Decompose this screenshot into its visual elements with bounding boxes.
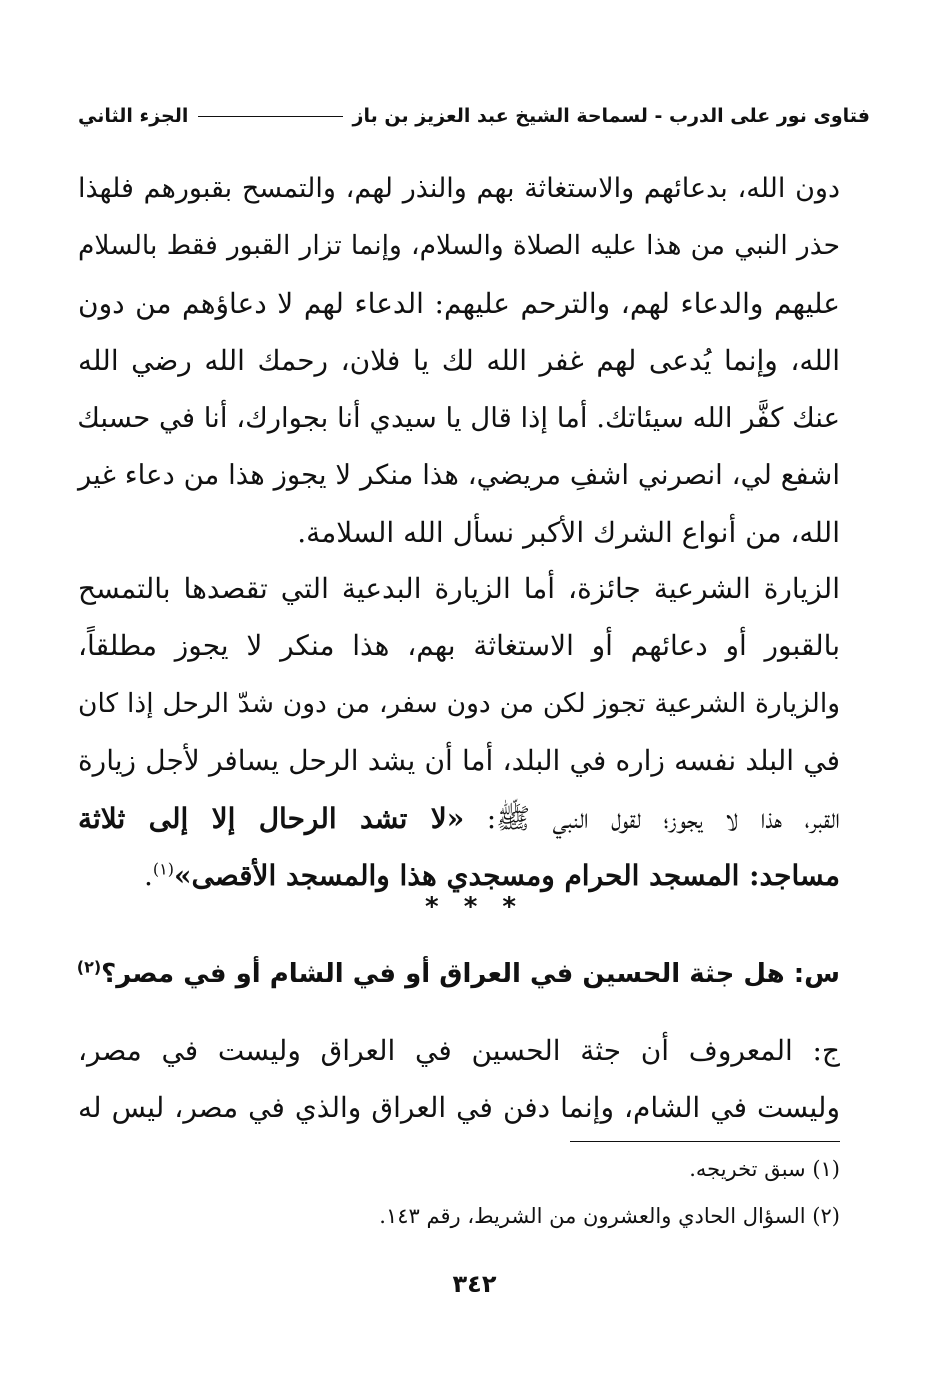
sentence-end: . — [144, 858, 153, 892]
text-line: حذر النبي من هذا عليه الصلاة والسلام، وإنما تزار القبور فقط بالسلام — [78, 230, 840, 262]
page-number: ٣٤٢ — [452, 1270, 497, 1298]
hadith-quote-start: «لا تشد الرحال إلا إلى ثلاثة — [78, 801, 465, 835]
answer-paragraph — [78, 1022, 840, 1137]
text-line: بالقبور أو دعائهم أو الاستغاثة بهم، هذا منكر لا يجوز مطلقاً، — [78, 629, 840, 663]
hadith-intro: القبر، هذا لا يجوز؛ لقول النبي ﷺ: — [464, 801, 840, 835]
footnote-2: (٢) السؤال الحادي والعشرون من الشريط، رقم ١٤٣. — [379, 1204, 840, 1228]
footnote-1: (١) سبق تخريجه. — [689, 1157, 840, 1181]
text-line: وليست في الشام، وإنما دفن في العراق والذي في مصر، ليس له — [78, 1091, 840, 1125]
paragraph-1 — [78, 160, 840, 562]
text-line: دون الله، بدعائهم والاستغاثة بهم والنذر لهم، والتمسح بقبورهم فلهذا — [78, 173, 840, 204]
header-volume: الجزء الثاني — [78, 105, 189, 127]
header-rule — [198, 116, 342, 117]
text-line: اشفع لي، انصرني اشفِ مريضي، هذا منكر لا يجوز هذا من دعاء غير — [78, 458, 840, 491]
section-separator: * * * — [425, 892, 524, 922]
hadith-quote-end: مساجد: المسجد الحرام ومسجدي هذا والمسجد الأقصى» — [174, 858, 840, 892]
running-header — [78, 98, 870, 134]
text-line: ج: المعروف أن جثة الحسين في العراق وليست في مصر، — [78, 1034, 840, 1067]
header-title: فتاوى نور على الدرب - لسماحة الشيخ عبد العزيز بن باز — [352, 105, 870, 127]
text-line: والزيارة الشرعية تجوز لكن من دون سفر، من دون شدّ الرحل إذا كان — [78, 687, 840, 719]
text-line: عنك كفَّر الله سيئاتك. أما إذا قال يا سيدي أنا بجوارك، أنا في حسبك — [77, 401, 840, 434]
footnote-ref-1: (١) — [152, 859, 175, 879]
question-text: س: هل جثة الحسين في العراق أو في الشام أو في مصر؟ — [101, 959, 840, 989]
text-line: عليهم والدعاء لهم، والترحم عليهم: الدعاء لهم لا دعاؤهم من دون — [78, 286, 840, 320]
question-heading — [78, 944, 840, 1004]
text-line: في البلد نفسه زاره في البلد، أما أن يشد الرحل يسافر لأجل زيارة — [78, 744, 840, 778]
footnote-ref-2: (٢) — [76, 957, 102, 977]
footnote-divider — [570, 1141, 840, 1142]
paragraph-2 — [78, 560, 840, 904]
text-line: الله، وإنما يُدعى لهم غفر الله لك يا فلان، رحمك الله رضي الله — [78, 344, 840, 378]
text-line: الزيارة الشرعية جائزة، أما الزيارة البدعية التي تقصدها بالتمسح — [78, 572, 840, 605]
text-line: الله، من أنواع الشرك الأكبر نسأل الله السلامة. — [297, 516, 840, 550]
text-line — [78, 790, 840, 847]
